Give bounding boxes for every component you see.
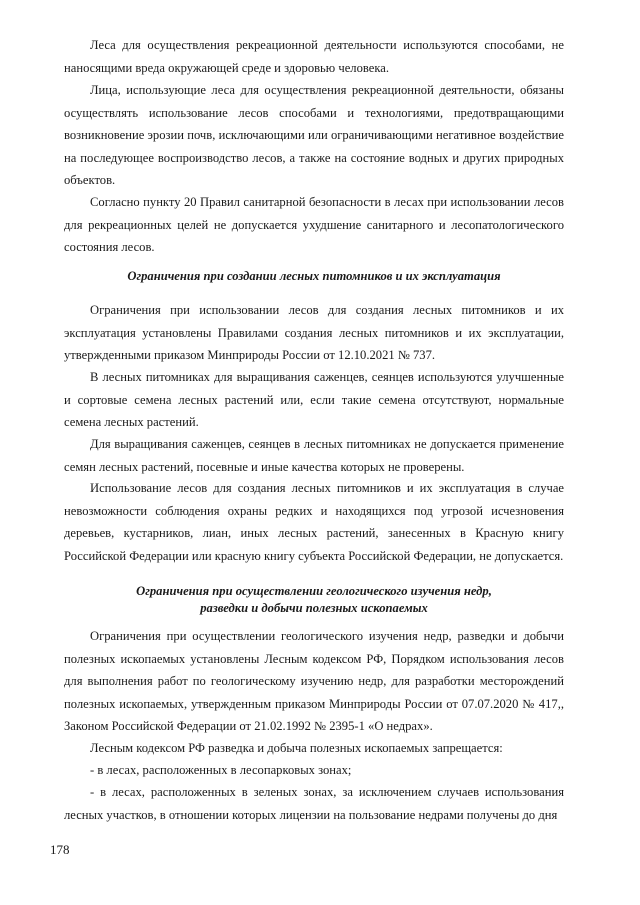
paragraph-sanitary-rules: Согласно пункту 20 Правил санитарной безопасности в лесах при использовании лесов для рекреационных целей не допускается ухудшение санитарного и лесопатологического состояния лесов. (64, 195, 564, 254)
section-heading-nurseries: Ограничения при создании лесных питомников и их эксплуатация (127, 269, 501, 283)
paragraph-forest-code-prohibition: Лесным кодексом РФ разведка и добыча полезных ископаемых запрещается: (90, 741, 503, 755)
page-number: 178 (50, 842, 70, 857)
section-heading-geology (64, 583, 564, 617)
list-item-forest-park-zones: - в лесах, расположенных в лесопарковых зонах; (90, 763, 352, 777)
paragraph-geology-restrictions: Ограничения при осуществлении геологического изучения недр, разведки и добычи полезных ископаемых установлены Лесным кодексом РФ, Порядком использования лесов для выполнения работ по геологическому изучению недр, для разработки месторождений полезных ископаемых, утвержденным приказом Минприроды России от 07.07.2020 № 417,, Законом Российской Федерации от 21.02.1992 № 2395-1 «О недрах». (64, 629, 564, 733)
section-heading-geology-line1: Ограничения при осуществлении геологического изучения недр, (136, 584, 492, 598)
section-heading-geology-line2: разведки и добычи полезных ископаемых (200, 601, 428, 615)
paragraph-rare-species: Использование лесов для создания лесных питомников и их эксплуатация в случае невозможности соблюдения охраны редких и находящихся под угрозой исчезновения деревьев, кустарников, лиан, иных лесных растений, занесенных в Красную книгу Российской Федерации или красную книгу субъекта Российской Федерации, не допускается. (64, 481, 564, 563)
paragraph-nursery-seeds: В лесных питомниках для выращивания саженцев, сеянцев используются улучшенные и сортовые семена лесных растений или, если такие семена отсутствуют, нормальные семена лесных растений. (64, 370, 564, 429)
paragraph-nursery-restrictions: Ограничения при использовании лесов для создания лесных питомников и их эксплуатация установлены Правилами создания лесных питомников и их эксплуатации, утвержденными приказом Минприроды России от 12.10.2021 № 737. (64, 303, 564, 362)
paragraph-recreation-obligations: Лица, использующие леса для осуществления рекреационной деятельности, обязаны осуществлять использование лесов способами и технологиями, предотвращающими возникновение эрозии почв, исключающими или ограничивающими негативное воздействие на последующее воспроизводство лесов, а также на состояние водных и других природных объектов. (64, 83, 564, 187)
list-item-green-zones: - в лесах, расположенных в зеленых зонах, за исключением случаев использования лесных участков, в отношении которых лицензии на пользование недрами получены до дня (64, 785, 564, 822)
paragraph-seed-prohibition: Для выращивания саженцев, сеянцев в лесных питомниках не допускается применение семян лесных растений, посевные и иные качества которых не проверены. (64, 437, 564, 474)
paragraph-recreation-methods: Леса для осуществления рекреационной деятельности используются способами, не наносящими вреда окружающей среде и здоровью человека. (64, 38, 564, 75)
